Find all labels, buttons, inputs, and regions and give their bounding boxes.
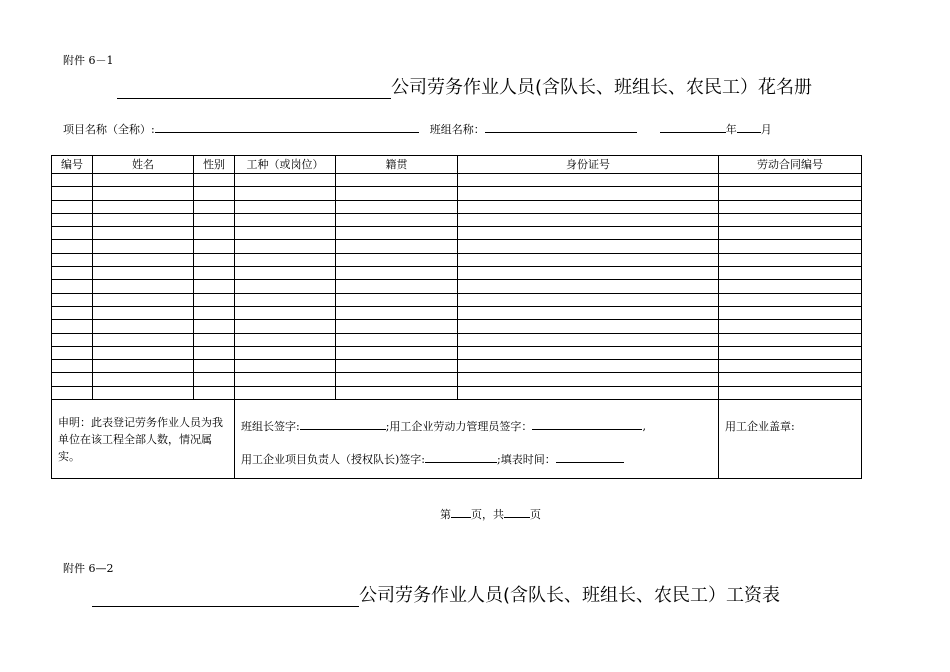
declaration-cell — [52, 400, 235, 479]
table-cell[interactable] — [235, 346, 336, 359]
table-cell[interactable] — [52, 227, 93, 240]
table-cell[interactable] — [194, 213, 235, 226]
table-row — [52, 187, 862, 200]
table-cell[interactable] — [194, 200, 235, 213]
table-row — [52, 174, 862, 187]
table-cell[interactable] — [458, 346, 719, 359]
fill-time-field[interactable] — [556, 451, 624, 463]
table-cell[interactable] — [458, 227, 719, 240]
table-cell[interactable] — [458, 253, 719, 266]
project-head-sign-field[interactable] — [425, 451, 497, 463]
table-cell[interactable] — [194, 306, 235, 319]
table-cell[interactable] — [194, 320, 235, 333]
page-number — [440, 506, 541, 522]
table-cell[interactable] — [719, 227, 862, 240]
month-label: 月 — [760, 123, 772, 136]
table-cell[interactable] — [235, 213, 336, 226]
table-cell[interactable] — [336, 200, 458, 213]
roster-title-text: 公司劳务作业人员(含队长、班组长、农民工）花名册 — [391, 77, 813, 98]
table-cell[interactable] — [52, 280, 93, 293]
page-suffix: 页 — [530, 508, 541, 521]
month-field[interactable] — [737, 121, 761, 133]
table-cell[interactable] — [458, 373, 719, 386]
attachment-number-2: 附件 6—2 — [63, 562, 114, 575]
table-cell[interactable] — [194, 373, 235, 386]
table-cell[interactable] — [336, 333, 458, 346]
table-cell[interactable] — [458, 333, 719, 346]
table-cell[interactable] — [719, 333, 862, 346]
table-cell[interactable] — [93, 280, 194, 293]
page-total-field[interactable] — [504, 506, 530, 518]
table-cell[interactable] — [194, 333, 235, 346]
fill-time-label: ;填表时间： — [497, 453, 556, 467]
table-cell[interactable] — [336, 267, 458, 280]
table-cell[interactable] — [52, 187, 93, 200]
table-cell[interactable] — [93, 213, 194, 226]
table-row — [52, 386, 862, 399]
team-leader-sign-label: 班组长签字: — [241, 420, 300, 434]
table-cell[interactable] — [52, 360, 93, 373]
table-cell[interactable] — [235, 386, 336, 399]
team-name-label: 班组名称： — [429, 123, 485, 136]
year-field[interactable] — [660, 121, 726, 133]
payroll-title-text: 公司劳务作业人员(含队长、班组长、农民工）工资表 — [359, 585, 781, 606]
table-cell[interactable] — [719, 293, 862, 306]
table-row — [52, 240, 862, 253]
table-cell[interactable] — [235, 200, 336, 213]
page-prefix: 第 — [440, 508, 451, 521]
table-cell[interactable] — [52, 293, 93, 306]
table-cell[interactable] — [235, 174, 336, 187]
company-name-blank[interactable] — [117, 78, 391, 99]
page-current-field[interactable] — [451, 506, 471, 518]
table-cell[interactable] — [93, 360, 194, 373]
table-cell[interactable] — [458, 386, 719, 399]
table-row — [52, 360, 862, 373]
table-cell[interactable] — [336, 386, 458, 399]
table-cell[interactable] — [336, 360, 458, 373]
table-cell[interactable] — [93, 227, 194, 240]
table-cell[interactable] — [719, 373, 862, 386]
table-cell[interactable] — [194, 293, 235, 306]
table-cell[interactable] — [235, 267, 336, 280]
table-cell[interactable] — [52, 320, 93, 333]
table-row — [52, 213, 862, 226]
table-cell[interactable] — [719, 213, 862, 226]
page-mid: 页，共 — [471, 508, 504, 521]
table-cell[interactable] — [93, 386, 194, 399]
column-header: 编号 — [52, 156, 93, 174]
table-cell[interactable] — [336, 187, 458, 200]
team-leader-sign-field[interactable] — [300, 418, 386, 430]
signature-cell: 班组长签字: ;用工企业劳动力管理员签字： , 用工企业项目负责人（授权队长)签字: ;填表时间： — [235, 400, 719, 479]
table-cell[interactable] — [719, 346, 862, 359]
payroll-title — [92, 581, 780, 607]
table-cell[interactable] — [458, 187, 719, 200]
table-cell[interactable] — [93, 187, 194, 200]
table-cell[interactable] — [336, 306, 458, 319]
table-cell[interactable] — [719, 253, 862, 266]
table-cell[interactable] — [93, 253, 194, 266]
table-cell[interactable] — [52, 346, 93, 359]
table-cell[interactable] — [719, 360, 862, 373]
table-header-row — [52, 156, 862, 174]
table-cell[interactable] — [235, 360, 336, 373]
table-cell[interactable] — [719, 267, 862, 280]
project-info-row — [63, 121, 772, 137]
labor-manager-sign-field[interactable] — [532, 418, 642, 430]
table-cell[interactable] — [194, 267, 235, 280]
table-cell[interactable] — [93, 320, 194, 333]
column-header: 工种（或岗位） — [235, 156, 336, 174]
table-cell[interactable] — [336, 213, 458, 226]
table-cell[interactable] — [235, 280, 336, 293]
table-cell[interactable] — [235, 293, 336, 306]
table-cell[interactable] — [235, 253, 336, 266]
table-cell[interactable] — [93, 293, 194, 306]
table-cell[interactable] — [235, 320, 336, 333]
table-row — [52, 200, 862, 213]
table-row — [52, 346, 862, 359]
table-cell[interactable] — [235, 240, 336, 253]
table-cell[interactable] — [458, 360, 719, 373]
column-header: 劳动合同编号 — [719, 156, 862, 174]
table-row — [52, 253, 862, 266]
table-cell[interactable] — [458, 213, 719, 226]
table-cell[interactable] — [458, 174, 719, 187]
table-cell[interactable] — [93, 174, 194, 187]
table-cell[interactable] — [93, 200, 194, 213]
table-cell[interactable] — [458, 306, 719, 319]
table-cell[interactable] — [93, 346, 194, 359]
declaration-text: 申明：此表登记劳务作业人员为我单位在该工程全部人数，情况属实。 — [58, 416, 223, 464]
column-header: 性别 — [194, 156, 235, 174]
year-label: 年 — [725, 123, 737, 136]
table-cell[interactable] — [719, 240, 862, 253]
project-name-field[interactable] — [155, 121, 419, 133]
table-row — [52, 293, 862, 306]
table-cell[interactable] — [458, 320, 719, 333]
table-cell[interactable] — [52, 253, 93, 266]
table-row — [52, 373, 862, 386]
table-cell[interactable] — [719, 386, 862, 399]
footer-row — [52, 400, 862, 479]
roster-title — [117, 73, 812, 99]
labor-manager-sign-label: ;用工企业劳动力管理员签字： — [385, 420, 533, 434]
table-cell[interactable] — [458, 200, 719, 213]
table-cell[interactable] — [93, 267, 194, 280]
table-cell[interactable] — [719, 280, 862, 293]
table-cell[interactable] — [194, 253, 235, 266]
table-cell[interactable] — [336, 280, 458, 293]
seal-cell — [719, 400, 862, 479]
table-cell[interactable] — [458, 293, 719, 306]
table-row — [52, 267, 862, 280]
table-cell[interactable] — [194, 187, 235, 200]
table-cell[interactable] — [336, 293, 458, 306]
table-cell[interactable] — [235, 187, 336, 200]
column-header: 籍贯 — [336, 156, 458, 174]
table-cell[interactable] — [719, 306, 862, 319]
table-cell[interactable] — [93, 240, 194, 253]
table-cell[interactable] — [194, 227, 235, 240]
table-cell[interactable] — [194, 174, 235, 187]
seal-label: 用工企业盖章: — [725, 420, 795, 434]
table-cell[interactable] — [719, 174, 862, 187]
table-cell[interactable] — [719, 200, 862, 213]
table-cell[interactable] — [458, 240, 719, 253]
table-cell[interactable] — [336, 320, 458, 333]
table-cell[interactable] — [194, 346, 235, 359]
table-cell[interactable] — [235, 227, 336, 240]
column-header: 姓名 — [93, 156, 194, 174]
table-cell[interactable] — [458, 280, 719, 293]
table-cell[interactable] — [52, 267, 93, 280]
table-cell[interactable] — [719, 187, 862, 200]
table-row — [52, 320, 862, 333]
table-cell[interactable] — [458, 267, 719, 280]
attachment-number: 附件 6－1 — [63, 54, 114, 67]
project-head-sign-label: 用工企业项目负责人（授权队长)签字: — [241, 453, 425, 467]
table-cell[interactable] — [336, 373, 458, 386]
company-name-blank-2[interactable] — [92, 586, 359, 607]
table-cell[interactable] — [235, 306, 336, 319]
column-header: 身份证号 — [458, 156, 719, 174]
team-name-field[interactable] — [485, 121, 637, 133]
table-cell[interactable] — [52, 174, 93, 187]
table-row — [52, 306, 862, 319]
table-row — [52, 333, 862, 346]
table-cell[interactable] — [52, 200, 93, 213]
table-row — [52, 280, 862, 293]
table-cell[interactable] — [52, 240, 93, 253]
table-cell[interactable] — [194, 386, 235, 399]
table-cell[interactable] — [235, 373, 336, 386]
table-cell[interactable] — [93, 306, 194, 319]
table-cell[interactable] — [336, 346, 458, 359]
table-cell[interactable] — [93, 373, 194, 386]
table-cell[interactable] — [336, 227, 458, 240]
table-cell[interactable] — [336, 253, 458, 266]
table-cell[interactable] — [52, 373, 93, 386]
table-cell[interactable] — [336, 174, 458, 187]
table-cell[interactable] — [52, 386, 93, 399]
table-cell[interactable] — [194, 240, 235, 253]
table-row — [52, 227, 862, 240]
table-cell[interactable] — [52, 333, 93, 346]
table-cell[interactable] — [52, 306, 93, 319]
table-cell[interactable] — [336, 240, 458, 253]
table-cell[interactable] — [52, 213, 93, 226]
table-cell[interactable] — [194, 280, 235, 293]
roster-table — [51, 155, 862, 479]
table-cell[interactable] — [719, 320, 862, 333]
table-cell[interactable] — [194, 360, 235, 373]
table-cell[interactable] — [235, 333, 336, 346]
table-cell[interactable] — [93, 333, 194, 346]
project-name-label: 项目名称（全称）: — [63, 123, 155, 136]
